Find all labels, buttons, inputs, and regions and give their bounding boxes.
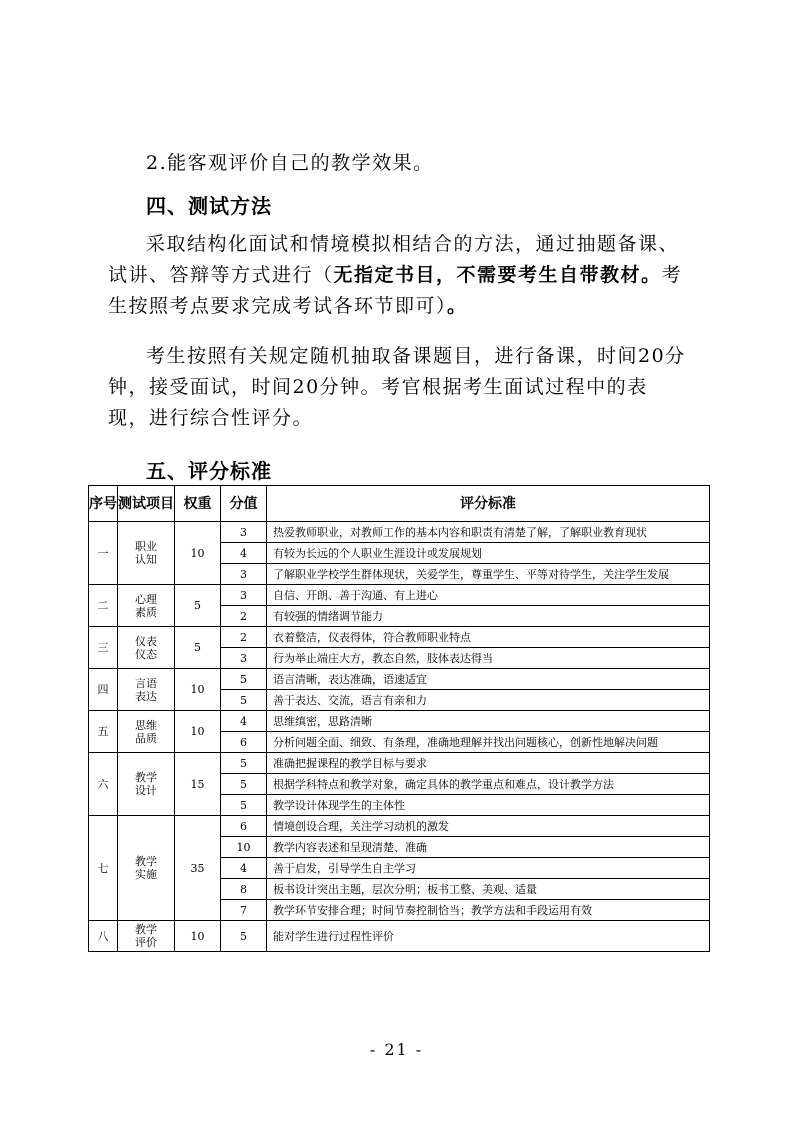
row-number: 三	[89, 627, 118, 669]
section4-heading: 四、测试方法	[146, 194, 272, 218]
test-item: 教学评价	[118, 921, 175, 952]
weight: 10	[175, 711, 221, 753]
score-value: 7	[221, 900, 267, 921]
table-row	[89, 753, 710, 774]
score-value: 4	[221, 543, 267, 564]
weight: 15	[175, 753, 221, 816]
score-value: 5	[221, 669, 267, 690]
test-item: 言语表达	[118, 669, 175, 711]
criteria-text: 思维缜密，思路清晰	[267, 711, 710, 732]
score-value: 2	[221, 627, 267, 648]
section4-paragraph-1	[108, 229, 688, 322]
score-value: 3	[221, 585, 267, 606]
criteria-text: 板书设计突出主题，层次分明；板书工整、美观、适量	[267, 879, 710, 900]
criteria-text: 自信、开朗、善于沟通、有上进心	[267, 585, 710, 606]
test-item: 心理素质	[118, 585, 175, 627]
page-number: - 21 -	[369, 1040, 424, 1059]
score-value: 4	[221, 858, 267, 879]
row-number: 八	[89, 921, 118, 952]
table-row	[89, 585, 710, 606]
p1-text-2: 考生按照考点要求完成考试各环节即可）	[108, 264, 683, 317]
criteria-text: 热爱教师职业，对教师工作的基本内容和职责有清楚了解，了解职业教育现状	[267, 522, 710, 543]
test-item: 教学设计	[118, 753, 175, 816]
score-value: 3	[221, 564, 267, 585]
score-value: 6	[221, 732, 267, 753]
score-value: 6	[221, 816, 267, 837]
weight: 35	[175, 816, 221, 921]
score-value: 8	[221, 879, 267, 900]
criteria-text: 能对学生进行过程性评价	[267, 921, 710, 952]
score-value: 3	[221, 648, 267, 669]
header-score: 分值	[221, 486, 267, 522]
score-value: 3	[221, 522, 267, 543]
score-value: 4	[221, 711, 267, 732]
criteria-text: 语言清晰，表达准确，语速适宜	[267, 669, 710, 690]
row-number: 七	[89, 816, 118, 921]
weight: 10	[175, 921, 221, 952]
score-value: 5	[221, 774, 267, 795]
score-value: 5	[221, 921, 267, 952]
criteria-text: 准确把握课程的教学目标与要求	[267, 753, 710, 774]
score-value: 5	[221, 753, 267, 774]
criteria-text: 衣着整洁，仪表得体，符合教师职业特点	[267, 627, 710, 648]
row-number: 二	[89, 585, 118, 627]
criteria-text: 行为举止端庄大方，教态自然，肢体表达得当	[267, 648, 710, 669]
row-number: 一	[89, 522, 118, 585]
criteria-text: 教学设计体现学生的主体性	[267, 795, 710, 816]
score-value: 2	[221, 606, 267, 627]
criteria-text: 教学环节安排合理；时间节奏控制恰当；教学方法和手段运用有效	[267, 900, 710, 921]
criteria-text: 分析问题全面、细致、有条理，准确地理解并找出问题核心，创新性地解决问题	[267, 732, 710, 753]
criteria-text: 善于启发，引导学生自主学习	[267, 858, 710, 879]
criteria-text: 根据学科特点和教学对象，确定具体的教学重点和难点，设计教学方法	[267, 774, 710, 795]
header-criteria: 评分标准	[267, 486, 710, 522]
weight: 5	[175, 585, 221, 627]
criteria-text: 情境创设合理，关注学习动机的激发	[267, 816, 710, 837]
table-row	[89, 921, 710, 952]
test-item: 思维品质	[118, 711, 175, 753]
section5-heading: 五、评分标准	[146, 459, 272, 483]
p1-end-mark: 。	[447, 295, 468, 317]
p1-text-1: 采取结构化面试和情境模拟相结合的方法，通过抽题备课、试讲、答辩等方式进行（	[108, 233, 680, 286]
header-no: 序号	[89, 486, 118, 522]
section4-paragraph-2: 考生按照有关规定随机抽取备课题目，进行备课，时间20分钟，接受面试，时间20分钟。考官根据考生面试过程中的表现，进行综合性评分。	[108, 345, 686, 429]
table-row	[89, 627, 710, 648]
intro-line: 2.能客观评价自己的教学效果。	[146, 152, 434, 174]
test-item: 教学实施	[118, 816, 175, 921]
row-number: 六	[89, 753, 118, 816]
table-body	[89, 522, 710, 952]
header-item: 测试项目	[118, 486, 175, 522]
weight: 10	[175, 669, 221, 711]
score-value: 5	[221, 795, 267, 816]
weight: 5	[175, 627, 221, 669]
p1-bold-text: 无指定书目，不需要考生自带教材。	[333, 264, 662, 286]
weight: 10	[175, 522, 221, 585]
row-number: 五	[89, 711, 118, 753]
table-header-row	[89, 486, 710, 522]
table-row	[89, 669, 710, 690]
scoring-table	[88, 485, 710, 952]
test-item: 仪表仪态	[118, 627, 175, 669]
row-number: 四	[89, 669, 118, 711]
criteria-text: 教学内容表述和呈现清楚、准确	[267, 837, 710, 858]
criteria-text: 了解职业学校学生群体现状，关爱学生，尊重学生、平等对待学生，关注学生发展	[267, 564, 710, 585]
criteria-text: 善于表达、交流，语言有亲和力	[267, 690, 710, 711]
table-row	[89, 711, 710, 732]
table-row	[89, 816, 710, 837]
test-item: 职业认知	[118, 522, 175, 585]
score-value: 5	[221, 690, 267, 711]
table-row	[89, 522, 710, 543]
score-value: 10	[221, 837, 267, 858]
header-weight: 权重	[175, 486, 221, 522]
criteria-text: 有较强的情绪调节能力	[267, 606, 710, 627]
criteria-text: 有较为长远的个人职业生涯设计或发展规划	[267, 543, 710, 564]
